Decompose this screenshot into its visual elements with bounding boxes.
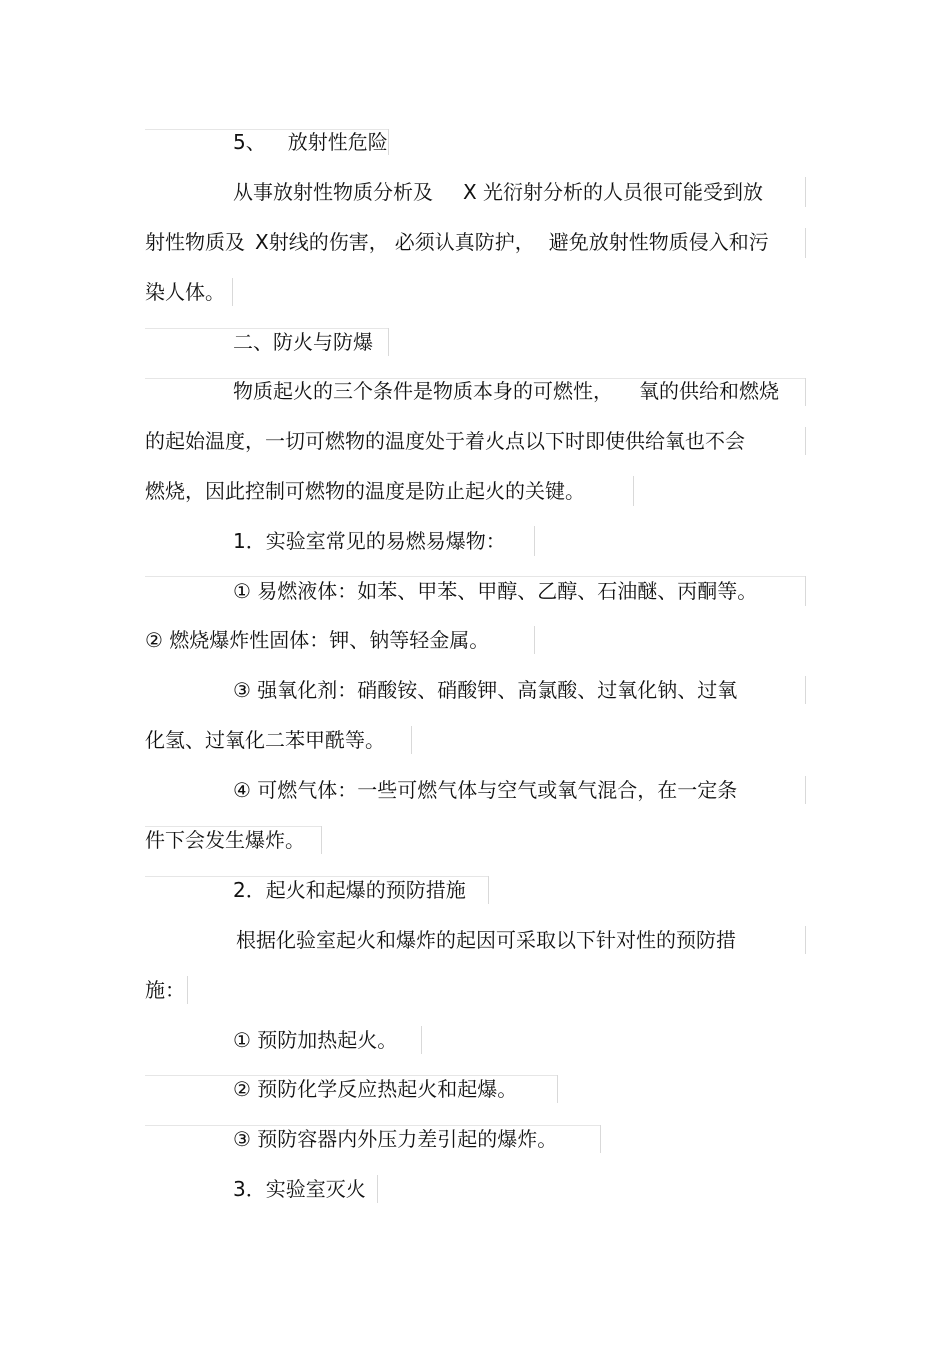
body-line: 施： [145,978,185,1002]
ruling-line [411,726,412,754]
list-item: ② 预防化学反应热起火和起爆。 [233,1077,518,1101]
ruling-line [488,876,489,904]
subheading: 2．起火和起爆的预防措施 [233,878,466,902]
body-line [233,374,779,408]
ruling-line [534,526,535,556]
list-item: ④ 可燃气体：一些可燃气体与空气或氧气混合，在一定条 [233,778,738,802]
text-run: 射性物质及 [145,230,245,254]
ruling-line [805,177,806,207]
subheading: 1．实验室常见的易燃易爆物： [233,529,506,553]
section-heading-radioactive [233,125,388,159]
text-run: X 光衍射分析的人员很可能受到放 [463,180,764,204]
text-run: 物质起火的三个条件是物质本身的可燃性， [233,379,613,403]
ruling-line [805,776,806,804]
ruling-line [805,378,806,406]
ruling-line [321,826,322,854]
list-item: ① 预防加热起火。 [233,1028,398,1052]
ruling-line [187,976,188,1004]
list-item: ① 易燃液体：如苯、甲苯、甲醇、乙醇、石油醚、丙酮等。 [233,579,758,603]
ruling-line [388,129,389,155]
ruling-line [377,1175,378,1203]
ruling-line [388,328,389,356]
ruling-line [805,926,806,954]
ruling-line [805,427,806,455]
list-item: ② 燃烧爆炸性固体：钾、钠等轻金属。 [145,628,490,652]
text-run: 氧的供给和燃烧 [639,379,779,403]
heading-text: 放射性危险 [287,130,388,154]
ruling-line [633,476,634,506]
list-item: ③ 预防容器内外压力差引起的爆炸。 [233,1127,558,1151]
ruling-line [805,576,806,606]
ruling-line [534,626,535,654]
section-heading-fire: 二、防火与防爆 [233,330,373,354]
text-run: X射线的伤害， [255,230,389,254]
text-run: 必须认真防护， [394,230,535,254]
body-line [233,175,763,209]
ruling-line [232,278,233,306]
text-run: 避免放射性物质侵入和污 [548,230,769,254]
body-line: 件下会发生爆炸。 [145,828,305,852]
body-line: 染人体。 [145,280,225,304]
ruling-line [805,228,806,258]
heading-number: 5、 [233,130,266,154]
body-line: 根据化验室起火和爆炸的起因可采取以下针对性的预防措 [236,928,736,952]
ruling-line [805,676,806,704]
list-item: ③ 强氧化剂：硝酸铵、硝酸钾、高氯酸、过氧化钠、过氧 [233,678,738,702]
body-line: 化氢、过氧化二苯甲酰等。 [145,728,385,752]
ruling-line [600,1125,601,1153]
subheading: 3．实验室灭火 [233,1177,366,1201]
body-line [145,225,769,259]
ruling-line [557,1075,558,1103]
body-line: 燃烧，因此控制可燃物的温度是防止起火的关键。 [145,479,585,503]
text-run: 从事放射性物质分析及 [233,180,433,204]
ruling-line [421,1026,422,1054]
body-line: 的起始温度，一切可燃物的温度处于着火点以下时即使供给氧也不会 [145,429,745,453]
